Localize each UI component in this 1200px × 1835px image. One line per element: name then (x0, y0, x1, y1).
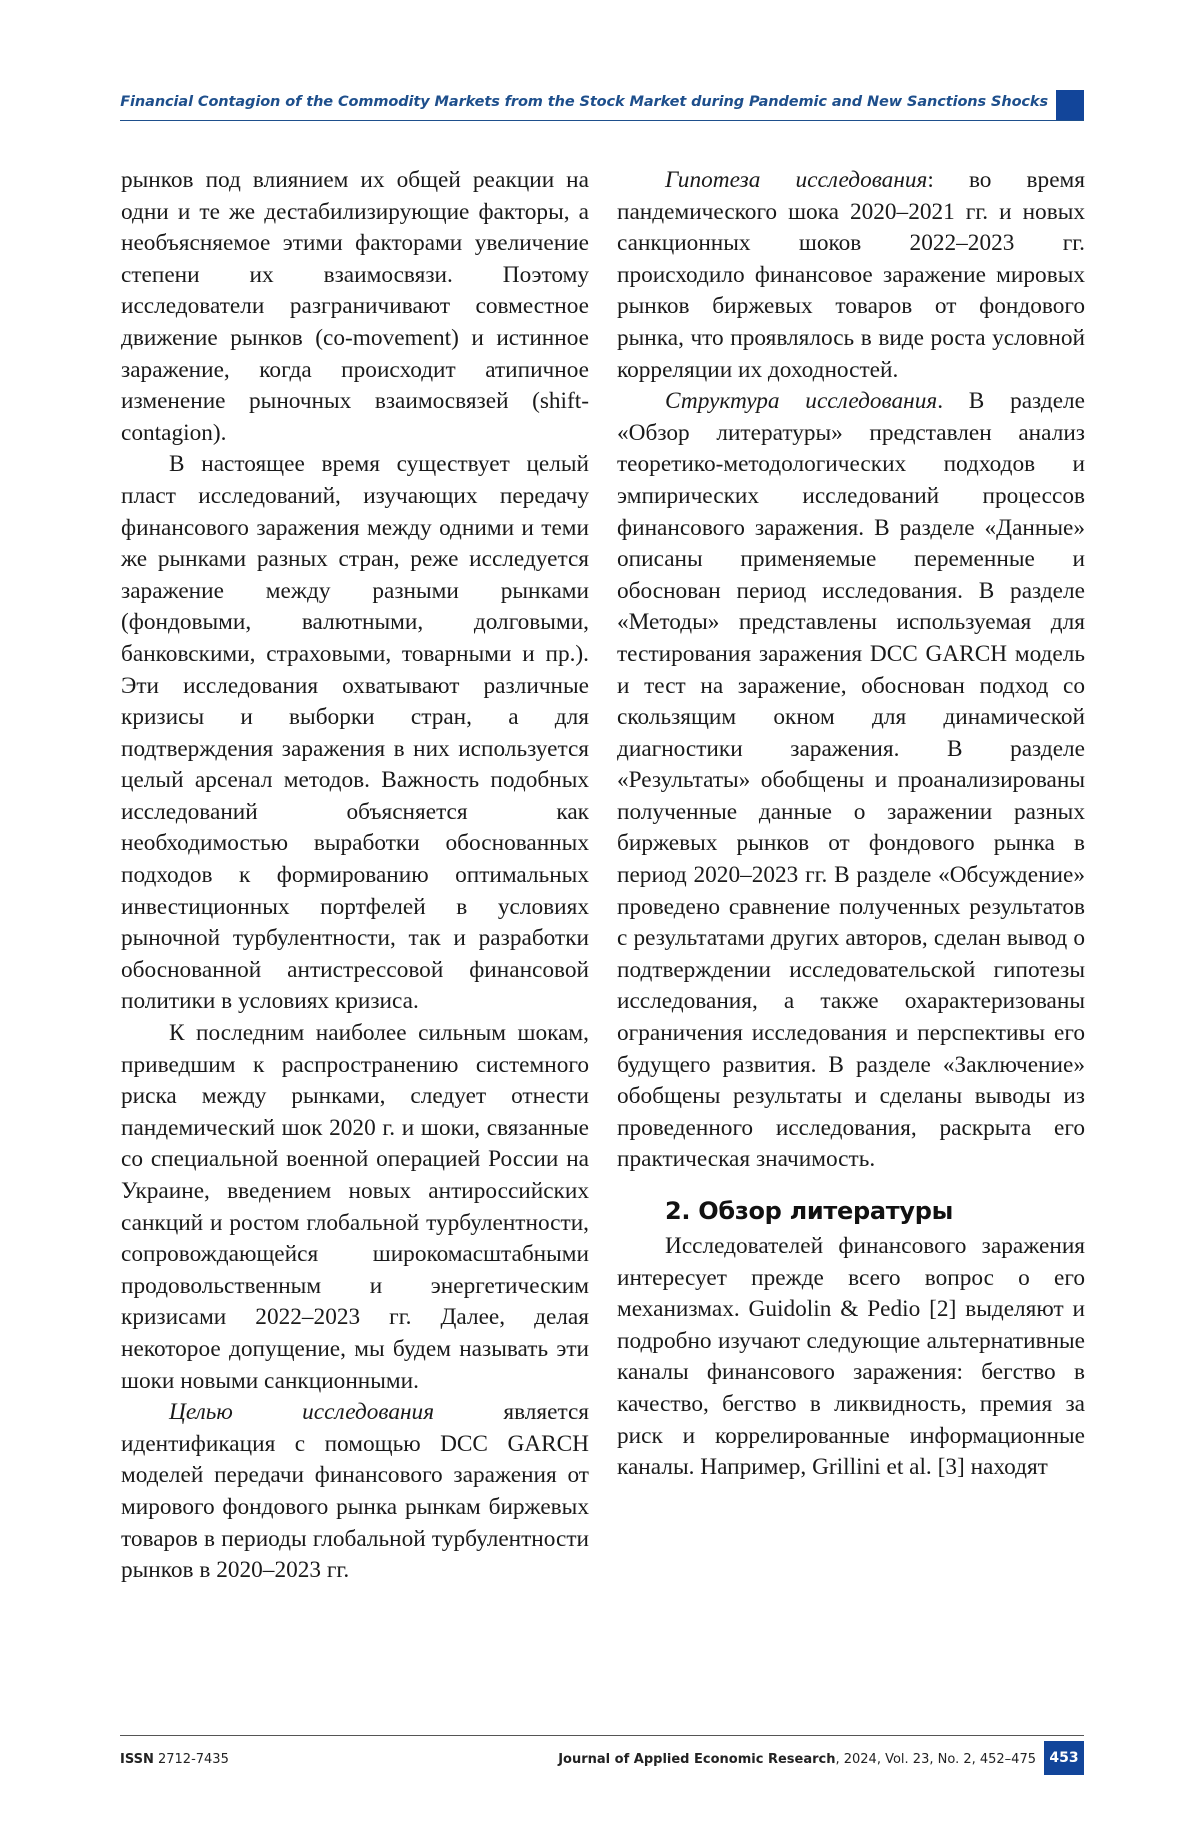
footer-journal-citation (558, 1752, 1036, 1767)
right-column (617, 165, 1085, 1484)
paragraph-hypothesis (617, 165, 1085, 386)
section-heading-literature-review: 2. Обзор литературы (665, 1197, 953, 1225)
paragraph-continuation: рынков под влиянием их общей реакции на одни и те же дестабилизирующие факторы, а необъясняемое этими факторами увеличение степени их взаимосвязи. Поэтому исследователи разграничивают совместное движение рынков (co-movement) и истинное заражение, когда происходит атипичное изменение рыночных взаимосвязей (shift-contagion). (121, 167, 589, 446)
hypothesis-text: : во время пандемического шока 2020–2021 гг. и новых санкционных шоков 2022–2023 гг. происходило финансовое заражение мировых рынков биржевых товаров от фондового рынка, что проявлялось в виде роста условной корреляции их доходностей. (617, 167, 1085, 383)
header-rule (120, 120, 1084, 121)
footer-rule (120, 1735, 1084, 1736)
page-number: 453 (1044, 1741, 1084, 1775)
running-header (120, 90, 1084, 120)
issn-number: 2712-7435 (153, 1752, 229, 1767)
goal-text: является идентификация с помощью DCC GARCH моделей передачи финансового заражения от мирового фондового рынка рынкам биржевых товаров в периоды глобальной турбулентности рынков в 2020–2023 гг. (121, 1399, 589, 1584)
journal-name: Journal of Applied Economic Research (558, 1752, 836, 1767)
paragraph-research-body: В настоящее время существует целый пласт исследований, изучающих передачу финансового заражения между одними и теми же рынками разных стран, реже исследуется заражение между разными рынками (фондовыми, валютными, долговыми, банковскими, страховыми, товарными и пр.). Эти исследования охватывают различные кризисы и выборки стран, а для подтверждения заражения в них используется целый арсенал методов. Важность подобных исследований объясняется как необходимостью выработки обоснованных подходов к формированию оптимальных инвестиционных портфелей в условиях рыночной турбулентности, так и разработки обоснованной антистрессовой финансовой политики в условиях кризиса. (121, 451, 589, 1015)
structure-lead: Структура исследования (665, 388, 938, 415)
issn-label: ISSN (120, 1752, 154, 1767)
footer-issn (120, 1752, 229, 1767)
journal-details: , 2024, Vol. 23, No. 2, 452–475 (835, 1752, 1036, 1767)
page-footer (120, 1735, 1084, 1775)
structure-text: . В разделе «Обзор литературы» представлен анализ теоретико-методологических подходов и эмпирических исследований процессов финансового заражения. В разделе «Данные» описаны применяемые переменные и обоснован период исследования. В разделе «Методы» представлены используемая для тестирования заражения DCC GARCH модель и тест на заражение, обоснован подход со скользящим окном для динамической диагностики заражения. В разделе «Результаты» обобщены и проанализированы полученные данные о заражении разных биржевых рынков от фондового рынка в период 2020–2023 гг. В разделе «Обсуждение» проведено сравнение полученных результатов с результатами других авторов, сделан вывод о подтверждении исследовательской гипотезы исследования, а также охарактеризованы ограничения исследования и перспективы его будущего развития. В разделе «Заключение» обобщены результаты и сделаны выводы из проведенного исследования, раскрыта его практическая значимость. (617, 388, 1085, 1173)
goal-lead: Целью исследования (169, 1399, 435, 1426)
paragraph-shocks: К последним наиболее сильным шокам, приведшим к распространению системного риска между рынками, следует отнести пандемический шок 2020 г. и шоки, связанные со специальной военной операцией России на Украине, введением новых антироссийских санкций и ростом глобальной турбулентности, сопровождающейся широкомасштабными продовольственным и энергетическим кризисами 2022–2023 гг. Далее, делая некоторое допущение, мы будем называть эти шоки новыми санкционными. (121, 1020, 589, 1394)
paragraph-research-goal (121, 1397, 589, 1587)
running-title: Financial Contagion of the Commodity Markets from the Stock Market during Pandemic and New Sanctions Shocks (120, 94, 1048, 110)
header-color-block (1056, 90, 1084, 120)
paragraph-literature: Исследователей финансового заражения интересует прежде всего вопрос о его механизмах. Guidolin & Pedio [2] выделяют и подробно изучают следующие альтернативные каналы финансового заражения: бегство в качество, бегство в ликвидность, премия за риск и коррелированные информационные каналы. Например, Grillini et al. [3] находят (617, 1233, 1085, 1481)
paragraph-structure (617, 386, 1085, 1176)
hypothesis-lead: Гипотеза исследования (665, 167, 928, 193)
left-column (121, 165, 589, 1587)
